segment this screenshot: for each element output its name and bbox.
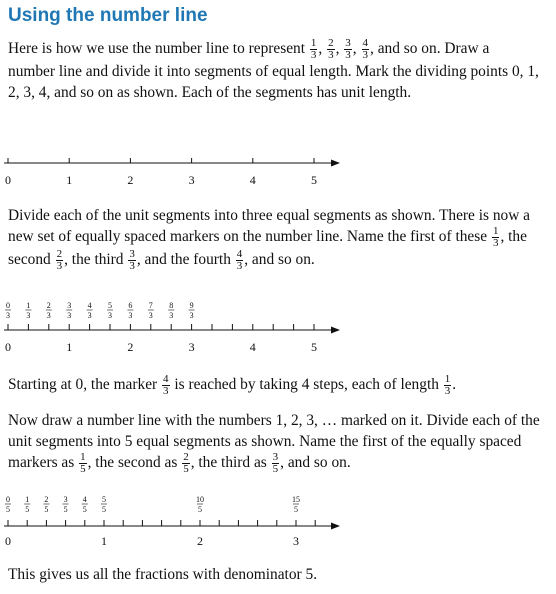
fraction-one-third-step: $\frac{1}{3}$ [444, 373, 451, 397]
tick-fraction-denominator: 3 [87, 311, 92, 320]
fraction: $\frac{1}{3}$ [310, 37, 317, 61]
tick-fraction-numerator: 2 [44, 495, 49, 504]
conclusion-text: This gives us all the fractions with denominator 5. [8, 566, 318, 583]
fraction-four-thirds-marker: $\frac{4}{3}$ [163, 373, 169, 397]
intro-paragraph [8, 38, 540, 103]
tick-fraction-numerator: 10 [196, 495, 204, 504]
steps-text: Starting at 0, the marker [8, 376, 162, 394]
tick-label: 3 [293, 534, 299, 548]
tick-fraction-numerator: 3 [63, 495, 68, 504]
thirds-text-3: , the third [64, 251, 128, 269]
tick-label: 0 [5, 534, 11, 548]
thirds-text-2: , the second [8, 228, 527, 269]
tick-fraction-denominator: 3 [26, 311, 31, 320]
fifths-text-2: , the second as [87, 454, 182, 472]
tick-fraction-numerator: 5 [108, 301, 112, 310]
fraction-separator: , [335, 40, 344, 58]
intro-text: Here is how we use the number line to represent [8, 40, 309, 58]
tick-fraction-numerator: 4 [82, 495, 87, 504]
tick-fraction-denominator: 3 [169, 311, 174, 320]
tick-fraction-denominator: 3 [128, 311, 133, 320]
tick-fraction-denominator: 3 [6, 311, 10, 320]
fraction-two-fifths: $\frac{2}{5}$ [183, 451, 189, 475]
tick-fraction-numerator: 2 [46, 301, 51, 310]
thirds-text-5: , and so on. [244, 251, 315, 269]
tick-fraction-denominator: 5 [102, 505, 106, 514]
tick-label: 3 [188, 173, 195, 187]
tick-fraction-denominator: 5 [198, 505, 202, 514]
tick-fraction-denominator: 3 [67, 311, 72, 320]
tick-label: 2 [127, 173, 134, 187]
tick-fraction-numerator: 8 [169, 301, 174, 310]
fraction-one-third: $\frac{1}{3}$ [492, 225, 499, 249]
tick-fraction-denominator: 5 [6, 505, 10, 514]
tick-fraction-numerator: 7 [148, 301, 153, 310]
fraction-one-fifth: $\frac{1}{5}$ [80, 451, 86, 475]
thirds-paragraph [8, 205, 540, 272]
tick-fraction-numerator: 15 [292, 495, 300, 504]
tick-fraction-numerator: 5 [102, 495, 106, 504]
arrowhead-icon [331, 327, 340, 334]
intro-text-end: , and so on. [370, 40, 441, 58]
tick-fraction-numerator: 0 [6, 301, 10, 310]
steps-text-end: . [452, 376, 457, 394]
tick-label: 1 [66, 173, 73, 187]
steps-text-2: is reached by taking 4 steps, each of length [170, 376, 443, 394]
fraction-separator: , [352, 40, 361, 58]
tick-fraction-denominator: 5 [294, 505, 298, 514]
tick-fraction-numerator: 0 [6, 495, 10, 504]
tick-fraction-denominator: 5 [25, 505, 30, 514]
tick-label: 5 [311, 340, 317, 354]
conclusion-paragraph [8, 564, 540, 585]
tick-label: 2 [127, 340, 134, 354]
tick-label: 2 [197, 534, 203, 548]
tick-fraction-denominator: 3 [108, 311, 112, 320]
tick-fraction-numerator: 1 [26, 301, 31, 310]
tick-fraction-denominator: 5 [82, 505, 87, 514]
fifths-text: Now draw a number line with the numbers 1, 2, 3, … marked on it. Divide each of the unit segments into 5 equal segments as shown. Name the first of the equally spaced markers as [8, 412, 540, 472]
fifths-text-3: , the third as [190, 454, 271, 472]
fraction-four-thirds: $\frac{4}{3}$ [236, 248, 243, 272]
thirds-text-4: , and the fourth [136, 251, 235, 269]
fifths-text-end: , and so on. [280, 454, 351, 472]
fraction: $\frac{2}{3}$ [328, 37, 334, 61]
tick-label: 3 [188, 340, 195, 354]
tick-label: 1 [66, 340, 73, 354]
fraction: $\frac{4}{3}$ [362, 37, 368, 61]
number-line-fifths [0, 494, 556, 552]
tick-fraction-denominator: 5 [44, 505, 49, 514]
tick-fraction-denominator: 3 [148, 311, 153, 320]
tick-fraction-numerator: 9 [189, 301, 194, 310]
fifths-paragraph [8, 410, 540, 475]
steps-paragraph [8, 374, 540, 397]
fraction-two-thirds: $\frac{2}{3}$ [56, 248, 63, 272]
instructions-text: Draw a number line and divide it into segments of equal length. Mark the dividing points 0, 1, 2, 3, 4, and so on as shown. Each of the segments has unit length. [8, 40, 539, 101]
tick-fraction-numerator: 1 [25, 495, 30, 504]
tick-label: 4 [249, 173, 256, 187]
fraction-three-fifths: $\frac{3}{5}$ [272, 451, 279, 475]
tick-label: 5 [311, 173, 317, 187]
tick-label: 4 [249, 340, 256, 354]
tick-fraction-denominator: 3 [189, 311, 194, 320]
tick-fraction-denominator: 3 [46, 311, 51, 320]
page-title: Using the number line [8, 5, 208, 26]
fraction: $\frac{3}{3}$ [345, 37, 351, 61]
fraction-three-thirds: $\frac{3}{3}$ [129, 248, 135, 272]
tick-fraction-numerator: 6 [128, 301, 133, 310]
tick-fraction-denominator: 5 [63, 505, 68, 514]
arrowhead-icon [331, 523, 340, 530]
thirds-text: Divide each of the unit segments into three equal segments as shown. There is now a new set of equally spaced markers on the number line. Name the first of these [8, 207, 531, 246]
tick-label: 0 [5, 173, 11, 187]
number-line-units [0, 148, 556, 198]
fraction-separator: , [318, 40, 327, 58]
number-line-thirds [0, 300, 556, 358]
tick-label: 0 [5, 340, 11, 354]
tick-label: 1 [101, 534, 107, 548]
intro-fractions [309, 37, 370, 61]
tick-fraction-numerator: 3 [67, 301, 72, 310]
arrowhead-icon [331, 160, 340, 167]
tick-fraction-numerator: 4 [87, 301, 92, 310]
